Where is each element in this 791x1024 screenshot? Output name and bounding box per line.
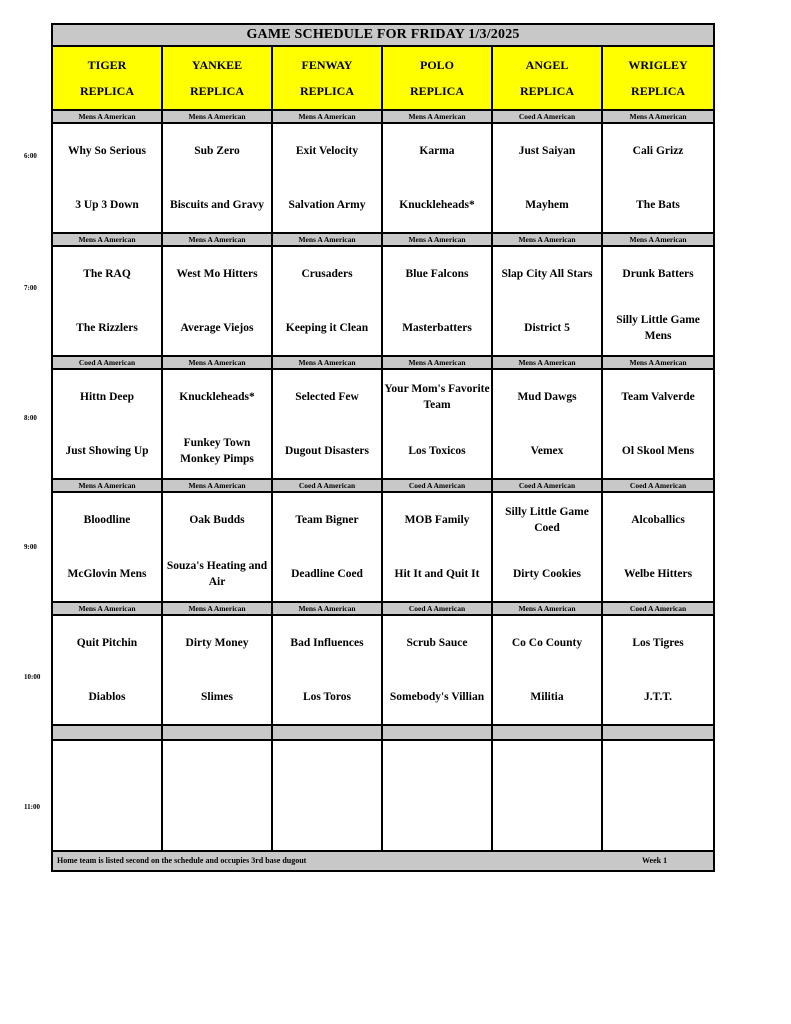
home-team: Los Toxicos: [382, 424, 492, 479]
away-team: Silly Little Game Coed: [492, 492, 602, 547]
time-label-5: 11:00: [24, 803, 40, 811]
division-label: Mens A American: [52, 479, 162, 492]
division-label: Mens A American: [272, 602, 382, 615]
time-label-4: 10:00: [24, 673, 41, 681]
home-team: Somebody's Villian: [382, 670, 492, 725]
away-team: Karma: [382, 123, 492, 178]
away-team: Dirty Money: [162, 615, 272, 670]
division-label: Mens A American: [52, 602, 162, 615]
home-team: Slimes: [162, 670, 272, 725]
home-team-row: [52, 301, 714, 356]
away-team: West Mo Hitters: [162, 246, 272, 301]
away-team: Scrub Sauce: [382, 615, 492, 670]
home-team: Dugout Disasters: [272, 424, 382, 479]
time-label-3: 9:00: [24, 543, 37, 551]
field-header: [52, 46, 162, 110]
division-row: [52, 479, 714, 492]
away-team: Knuckleheads*: [162, 369, 272, 424]
division-label: Coed A American: [602, 602, 714, 615]
division-label: Mens A American: [492, 233, 602, 246]
away-team: Crusaders: [272, 246, 382, 301]
away-team: Bad Influences: [272, 615, 382, 670]
field-name: POLO: [419, 58, 454, 72]
field-sub: REPLICA: [631, 84, 686, 98]
home-team: Funkey Town Monkey Pimps: [162, 424, 272, 479]
field-sub: REPLICA: [519, 84, 574, 98]
home-team: Mayhem: [492, 178, 602, 233]
away-team: Selected Few: [272, 369, 382, 424]
away-team: Hittn Deep: [52, 369, 162, 424]
home-team: Militia: [492, 670, 602, 725]
away-team: Slap City All Stars: [492, 246, 602, 301]
home-team-row: [52, 178, 714, 233]
division-label: Mens A American: [162, 233, 272, 246]
home-team: McGlovin Mens: [52, 547, 162, 602]
away-team-row: [52, 246, 714, 301]
empty-division-cell: [602, 725, 714, 740]
home-team: Silly Little Game Mens: [602, 301, 714, 356]
away-team: Bloodline: [52, 492, 162, 547]
away-team: Los Tigres: [602, 615, 714, 670]
division-label: Mens A American: [272, 233, 382, 246]
field-sub: REPLICA: [79, 84, 134, 98]
home-team-row: [52, 547, 714, 602]
field-header: [272, 46, 382, 110]
empty-division-cell: [272, 725, 382, 740]
field-sub: REPLICA: [409, 84, 464, 98]
field-name: ANGEL: [525, 58, 569, 72]
time-label-1: 7:00: [24, 284, 37, 292]
away-team-row: [52, 615, 714, 670]
away-team: Exit Velocity: [272, 123, 382, 178]
empty-game-cell: [272, 740, 382, 851]
division-row: [52, 356, 714, 369]
field-sub: REPLICA: [299, 84, 354, 98]
away-team: Team Bigner: [272, 492, 382, 547]
away-team: Why So Serious: [52, 123, 162, 178]
away-team: MOB Family: [382, 492, 492, 547]
division-label: Mens A American: [492, 356, 602, 369]
division-label: Mens A American: [162, 110, 272, 123]
field-sub: REPLICA: [189, 84, 244, 98]
away-team: Mud Dawgs: [492, 369, 602, 424]
division-label: Mens A American: [272, 110, 382, 123]
empty-division-cell: [382, 725, 492, 740]
away-team: Co Co County: [492, 615, 602, 670]
away-team: The RAQ: [52, 246, 162, 301]
home-team: Hit It and Quit It: [382, 547, 492, 602]
empty-division-cell: [162, 725, 272, 740]
home-team: Vemex: [492, 424, 602, 479]
division-label: Mens A American: [382, 233, 492, 246]
away-team: Blue Falcons: [382, 246, 492, 301]
home-team: Souza's Heating and Air: [162, 547, 272, 602]
away-team: Your Mom's Favorite Team: [382, 369, 492, 424]
division-label: Coed A American: [602, 479, 714, 492]
empty-division-row: [52, 725, 714, 740]
away-team-row: [52, 123, 714, 178]
division-row: [52, 110, 714, 123]
home-team: District 5: [492, 301, 602, 356]
away-team: Drunk Batters: [602, 246, 714, 301]
home-team: Los Toros: [272, 670, 382, 725]
home-team: Masterbatters: [382, 301, 492, 356]
home-team-row: [52, 670, 714, 725]
division-row: [52, 233, 714, 246]
division-label: Mens A American: [382, 110, 492, 123]
empty-game-cell: [382, 740, 492, 851]
field-header-row: [52, 46, 714, 110]
division-label: Mens A American: [602, 110, 714, 123]
time-label-0: 6:00: [24, 152, 37, 160]
away-team: Oak Budds: [162, 492, 272, 547]
empty-game-cell: [492, 740, 602, 851]
away-team-row: [52, 369, 714, 424]
away-team: Team Valverde: [602, 369, 714, 424]
away-team: Sub Zero: [162, 123, 272, 178]
week-label: Week 1: [642, 856, 668, 865]
home-team: Ol Skool Mens: [602, 424, 714, 479]
division-label: Coed A American: [382, 602, 492, 615]
division-label: Mens A American: [162, 602, 272, 615]
empty-game-cell: [52, 740, 162, 851]
home-team: Salvation Army: [272, 178, 382, 233]
division-label: Mens A American: [162, 356, 272, 369]
home-team: Welbe Hitters: [602, 547, 714, 602]
home-team: Biscuits and Gravy: [162, 178, 272, 233]
schedule-title: GAME SCHEDULE FOR FRIDAY 1/3/2025: [52, 24, 714, 46]
away-team: Cali Grizz: [602, 123, 714, 178]
home-team: The Bats: [602, 178, 714, 233]
field-name: YANKEE: [191, 58, 243, 72]
field-header: [162, 46, 272, 110]
home-team: Deadline Coed: [272, 547, 382, 602]
empty-game-cell: [162, 740, 272, 851]
division-row: [52, 602, 714, 615]
home-team: Diablos: [52, 670, 162, 725]
time-label-2: 8:00: [24, 414, 37, 422]
away-team: Alcoballics: [602, 492, 714, 547]
division-label: Coed A American: [272, 479, 382, 492]
division-label: Mens A American: [162, 479, 272, 492]
home-team: 3 Up 3 Down: [52, 178, 162, 233]
field-header: [382, 46, 492, 110]
away-team: Just Saiyan: [492, 123, 602, 178]
division-label: Mens A American: [382, 356, 492, 369]
division-label: Coed A American: [52, 356, 162, 369]
home-team: Knuckleheads*: [382, 178, 492, 233]
division-label: Mens A American: [492, 602, 602, 615]
footer-note: Home team is listed second on the schedule and occupies 3rd base dugout: [57, 856, 307, 865]
division-label: Coed A American: [492, 110, 602, 123]
field-name: WRIGLEY: [628, 58, 688, 72]
empty-division-cell: [52, 725, 162, 740]
schedule-table: [51, 23, 715, 872]
home-team: J.T.T.: [602, 670, 714, 725]
home-team: Just Showing Up: [52, 424, 162, 479]
home-team-row: [52, 424, 714, 479]
division-label: Mens A American: [602, 233, 714, 246]
division-label: Mens A American: [602, 356, 714, 369]
home-team: Average Viejos: [162, 301, 272, 356]
field-name: TIGER: [87, 58, 127, 72]
division-label: Mens A American: [52, 110, 162, 123]
home-team: The Rizzlers: [52, 301, 162, 356]
home-team: Dirty Cookies: [492, 547, 602, 602]
division-label: Mens A American: [52, 233, 162, 246]
field-name: FENWAY: [301, 58, 353, 72]
division-label: Coed A American: [382, 479, 492, 492]
empty-division-cell: [492, 725, 602, 740]
footer: [52, 851, 714, 871]
field-header: [492, 46, 602, 110]
empty-game-cell: [602, 740, 714, 851]
away-team: Quit Pitchin: [52, 615, 162, 670]
away-team-row: [52, 492, 714, 547]
home-team: Keeping it Clean: [272, 301, 382, 356]
division-label: Mens A American: [272, 356, 382, 369]
empty-game-row: [52, 740, 714, 851]
field-header: [602, 46, 714, 110]
division-label: Coed A American: [492, 479, 602, 492]
